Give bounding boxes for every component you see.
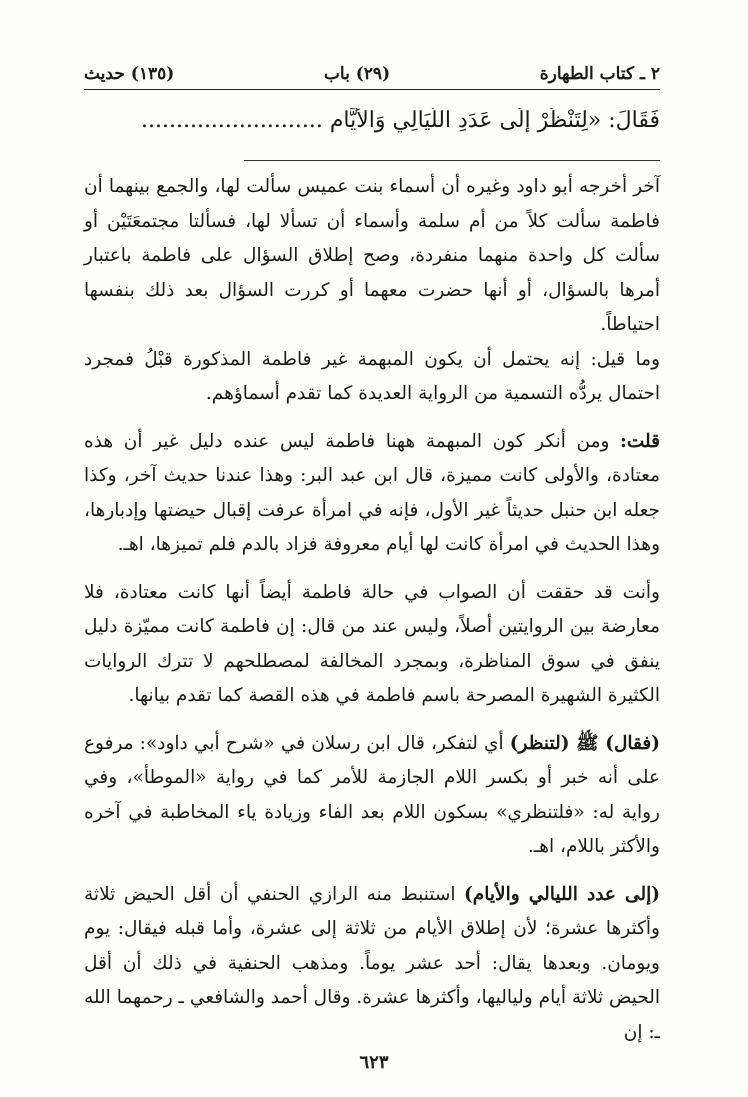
paragraph-text: أي لتفكر، قال ابن رسلان في «شرح أبي داود»: مرفوع على أنه خبر أو بكسر اللام الجازمة للأمر كما في رواية «الموطأ»، وفي رواية له: «فلتنظري» بسكون اللام بعد الفاء وزيادة ياء المخاطبة في آخره والأكثر باللام، اهـ. [84,732,660,857]
paragraph [84,727,660,865]
paragraph-text: وما قيل: إنه يحتمل أن يكون المبهمة غير فاطمة المذكورة قبْلُ فمجرد احتمال يردُّه التسمية من الرواية العديدة كما تقدم أسماؤهم. [84,348,660,404]
paragraph [84,425,660,563]
paragraph-text: وأنت قد حققت أن الصواب في حالة فاطمة أيضاً أنها كانت معتادة، فلا معارضة بين الروايتين أصلاً، وليس عند من قال: إن فاطمة كانت مميّزة دليل ينفق في سوق المناظرة، وبمجرد المخالفة لمصطلحهم لا تترك الروايات الكثيرة الشهيرة المصرحة باسم فاطمة في هذه القصة كما تقدم بيانها. [84,581,660,706]
hadith-number: (١٣٥) حديث [84,64,175,84]
hadith-text: فَقَالَ: «لِتَنْظُرْ إِلَى عَدَدِ اللَّيَالِي وَالأَيَّامِ .......................... [141,108,660,133]
paragraph-text: ومن أنكر كون المبهمة ههنا فاطمة ليس عنده دليل غير أن هذه معتادة، والأولى كانت مميزة، قال ابن عبد البر: وهذا عندنا حديث آخر، وكذا جعله ابن حنبل حديثاً غير الأول، فإنه في امرأة عرفت إقبال حيضتها وإدبارها، وهذا الحديث في امرأة كانت لها أيام معروفة فزاد بالدم فلم تميزها، اهـ. [84,430,660,555]
paragraph [84,343,660,412]
chapter-label: (٢٩) باب [323,64,391,84]
paragraph-lead: (إلى عدد الليالي والأيام) [464,883,660,905]
paragraph-text: استنبط منه الرازي الحنفي أن أقل الحيض ثلاثة وأكثرها عشرة؛ لأن إطلاق الأيام من ثلاثة إلى عشرة، وأما قبله فيقال: يوم ويومان. وبعدها يقال: أحد عشر يوماً. ومذهب الحنفية في ذلك أن أقل الحيض ثلاثة أيام ولياليها، وأكثرها عشرة. وقال أحمد والشافعي ـ رحمهما الله ـ: إن [84,883,660,1043]
paragraph-lead: (فقال) ﷺ (لتنظر) [509,732,660,754]
paragraph-lead: قلت: [620,430,660,452]
header-rule [84,89,660,90]
paragraph [84,170,660,343]
text-divider [244,160,660,161]
paragraph [84,878,660,1051]
page-number: ٦٢٣ [359,1052,389,1073]
book-title: ٢ ـ كتاب الطهارة [539,64,660,84]
running-head [84,64,660,84]
commentary [84,170,660,1063]
paragraph-text: آخر أخرجه أبو داود وغيره أن أسماء بنت عميس سألت لها، والجمع بينهما أن فاطمة سألت كلاً من أم سلمة وأسماء أن تسألا لها، فسألتا مجتمعَتَيْن أو سألت كل واحدة منهما منفردة، وصح إطلاق السؤال على فاطمة باعتبار أمرها بالسؤال، أو أنها حضرت معهما أو كررت السؤال بعد ذلك بنفسها احتياطاً. [84,176,660,335]
paragraph [84,576,660,714]
